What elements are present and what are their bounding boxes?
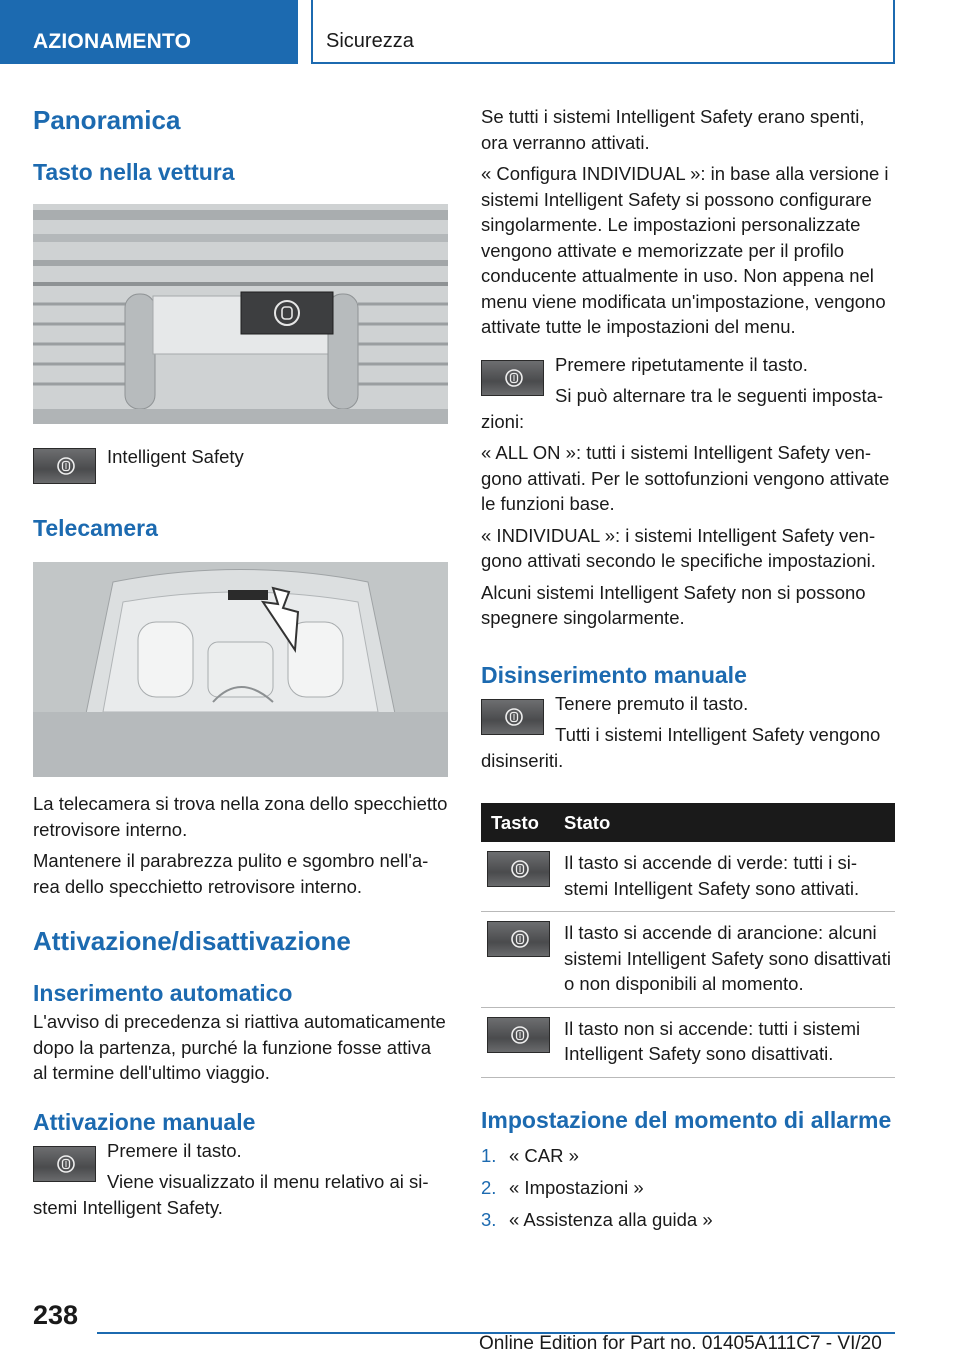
section-tab[interactable]: AZIONAMENTO: [0, 0, 298, 64]
heading-attivazione: Attivazione/disattivazione: [33, 926, 351, 956]
table-cell-state: Il tasto si accende di verde: tutti i sistemi Intelligent Safety sono attivati.: [554, 842, 895, 912]
camera-paragraph-2: Mantenere il parabrezza pulito e sgombro nell'area dello specchietto retrovisore interno.: [33, 850, 429, 897]
table-cell-state: Il tasto si accende di arancione: alcuni sistemi Intelligent Safety sono disattivati o non disponibili al momento.: [554, 912, 895, 1008]
table-row: [481, 1007, 895, 1077]
button-off-icon: [487, 1017, 550, 1053]
step-number: 1.: [481, 1144, 497, 1166]
repeat-line-2-text: Si può alternare tra le seguenti impostazioni:: [481, 385, 884, 432]
paragraph-some-systems: Alcuni sistemi Intelligent Safety non si possono spegnere singolarmente.: [481, 581, 866, 628]
step-number: 2.: [481, 1176, 497, 1198]
repeat-line-1: Premere ripetutamente il tasto.: [555, 353, 808, 375]
intelligent-safety-button-icon: [33, 448, 96, 484]
step-text: « CAR »: [509, 1144, 579, 1166]
paragraph-reactivation: Se tutti i sistemi Intelligent Safety erano spenti, ora verranno attivati.: [481, 106, 865, 153]
list-item: [481, 1204, 895, 1236]
button-caption: Intelligent Safety: [107, 446, 244, 467]
heading-telecamera: Telecamera: [33, 515, 158, 541]
chapter-title: Sicurezza: [311, 0, 895, 64]
heading-inserimento-automatico: Inserimento automatico: [33, 980, 293, 1006]
list-item: [481, 1140, 895, 1172]
manual-line-2-text: Viene visualizzato il menu relativo ai sistemi Intelligent Safety.: [33, 1171, 429, 1218]
page-header: [0, 0, 960, 66]
footer-edition: Online Edition for Part no. 01405A111C7 - VI/20: [479, 1333, 882, 1354]
manual-line-1: Premere il tasto.: [107, 1139, 242, 1161]
table-cell-icon: [481, 1007, 554, 1077]
button-green-icon: [487, 851, 550, 887]
button-state-table: [481, 803, 895, 1078]
manual-off-block: [481, 691, 895, 774]
repeat-press-block: [481, 352, 895, 435]
table-header-row: [481, 803, 895, 842]
intelligent-safety-button-icon: [33, 1146, 96, 1182]
camera-illustration: [33, 562, 448, 777]
left-column: [33, 96, 448, 1220]
step-text: « Assistenza alla guida »: [509, 1208, 713, 1230]
table-cell-state: Il tasto non si accende: tutti i sistemi Intelligent Safety sono disattivati.: [554, 1007, 895, 1077]
auto-paragraph: L'avviso di precedenza si riattiva automaticamente dopo la partenza, purché la funzione fosse attiva al termine dell'ultimo viaggio.: [33, 1011, 446, 1083]
off-line-1: Tenere premuto il tasto.: [555, 692, 749, 714]
intelligent-safety-button-icon: [481, 699, 544, 735]
heading-attivazione-manuale: Attivazione manuale: [33, 1108, 256, 1135]
step-text: « Impostazioni »: [509, 1176, 644, 1198]
step-number: 3.: [481, 1208, 497, 1230]
page-number: 238: [33, 1300, 79, 1330]
paragraph-individual: « INDIVIDUAL »: i sistemi Intelligent Safety vengono attivati secondo le specifiche impostazioni.: [481, 524, 876, 571]
off-line-2-text: Tutti i sistemi Intelligent Safety vengono disinseriti.: [481, 724, 881, 771]
right-column: [481, 96, 895, 1236]
paragraph-all-on: « ALL ON »: tutti i sistemi Intelligent Safety vengono attivati. Per le sottofunzioni vengono attivate le funzioni base.: [481, 442, 890, 514]
heading-tasto-vettura: Tasto nella vettura: [33, 159, 235, 185]
paragraph-configura-individual: « Configura INDIVIDUAL »: in base alla versione i sistemi Intelligent Safety si possono configurare singolarmente. Le impostazioni personalizzate vengono attivate e memorizzate per il profilo conducente attualmente in uso. Non appena nel menu viene modificata un'impostazione, vengono attivate tutte le impostazioni del menu.: [481, 163, 889, 337]
heading-panoramica: Panoramica: [33, 105, 181, 135]
manual-activation-block: [33, 1138, 448, 1221]
list-item: [481, 1172, 895, 1204]
dashboard-illustration: [33, 204, 448, 424]
steps-list: [481, 1140, 895, 1236]
table-cell-icon: [481, 842, 554, 912]
button-orange-icon: [487, 921, 550, 957]
table-cell-icon: [481, 912, 554, 1008]
intelligent-safety-legend: [33, 444, 448, 484]
intelligent-safety-button-icon: [481, 360, 544, 396]
table-row: [481, 842, 895, 912]
table-row: [481, 912, 895, 1008]
table-header-stato: Stato: [554, 803, 895, 842]
heading-disinserimento: Disinserimento manuale: [481, 661, 747, 688]
camera-paragraph-1: La telecamera si trova nella zona dello specchietto retrovisore interno.: [33, 793, 448, 840]
table-header-tasto: Tasto: [481, 803, 554, 842]
heading-momento-allarme: Impostazione del momento di allarme: [481, 1106, 892, 1133]
